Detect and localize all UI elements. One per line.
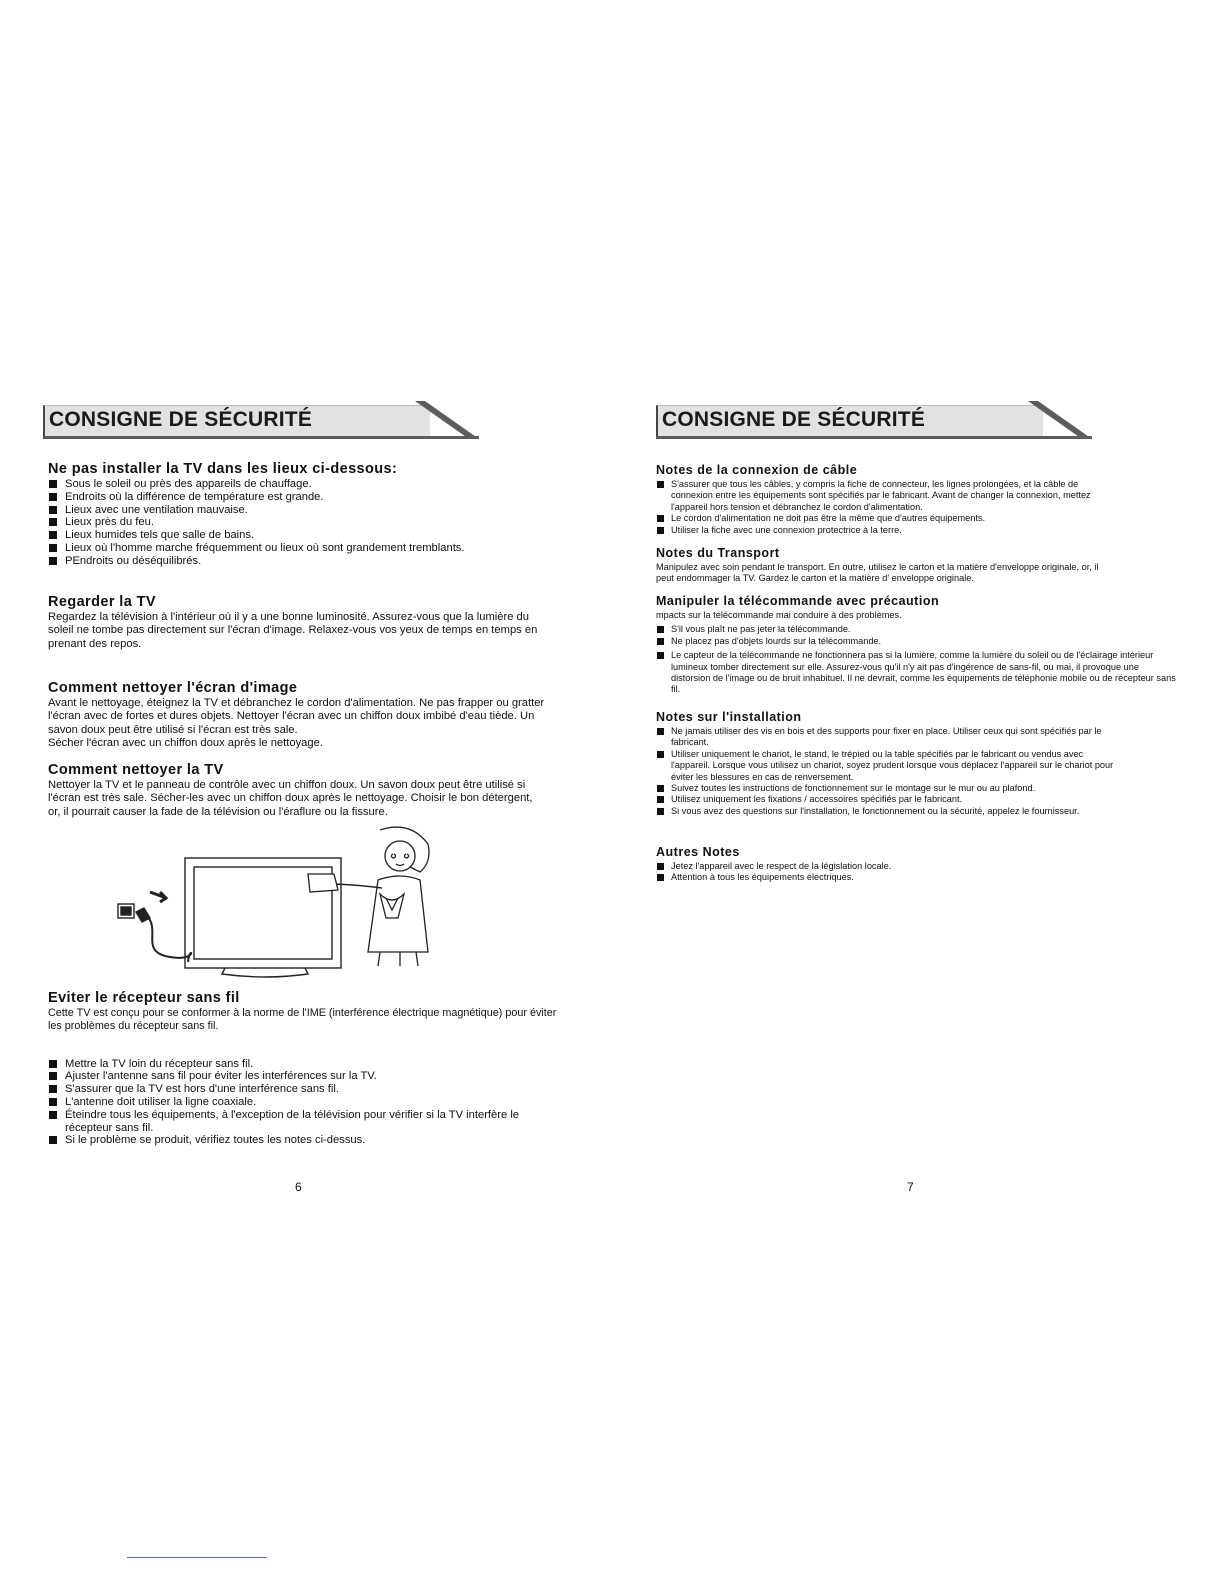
section-title: Eviter le récepteur sans fil (48, 990, 240, 1006)
header-diagonal-icon (1026, 401, 1096, 441)
section-title: Manipuler la télécommande avec précaution (656, 594, 940, 608)
list-item: Suivez toutes les instructions de fonctionnement sur le montage sur le mur ou au plafond. (656, 783, 1116, 794)
list-item: Lieux avec une ventilation mauvaise. (48, 504, 568, 517)
page-number: 6 (295, 1180, 302, 1194)
page-title: CONSIGNE DE SÉCURITÉ (662, 408, 926, 431)
section-title: Autres Notes (656, 845, 740, 859)
section-clean-tv (48, 762, 548, 819)
section-text: Manipulez avec soin pendant le transport. En outre, utilisez le carton et la matière d'enveloppe originale, or, il peut endommager la TV. Gardez le carton et la matière d' enveloppe originale. (656, 562, 1099, 584)
list-item: Si le problème se produit, vérifiez toutes les notes ci-dessus. (48, 1134, 558, 1147)
list-item: Jetez l'appareil avec le respect de la législation locale. (656, 861, 1116, 872)
section-title: Notes de la connexion de câble (656, 463, 858, 477)
list-item: Mettre la TV loin du récepteur sans fil. (48, 1058, 558, 1071)
list-item: Ajuster l'antenne sans fil pour éviter les interférences sur la TV. (48, 1070, 558, 1083)
section-title: Ne pas installer la TV dans les lieux ci-dessous: (48, 461, 398, 477)
list-item: Ne jamais utiliser des vis en bois et des supports pour fixer en place. Utiliser ceux qui sont spécifiés par le fabricant. (656, 726, 1116, 749)
list-item: S'il vous plaît ne pas jeter la télécommande. (656, 624, 1176, 635)
bullet-list (656, 479, 1116, 536)
list-item: Si vous avez des questions sur l'installation, le fonctionnement ou la sécurité, appelez le fournisseur. (656, 806, 1116, 817)
bullet-list (656, 861, 1116, 884)
bottom-rule (127, 1557, 267, 1558)
section-cable-notes (656, 463, 1116, 536)
list-item: Le cordon d'alimentation ne doit pas être la même que d'autres équipements. (656, 513, 1116, 524)
list-item: Éteindre tous les équipements, à l'exception de la télévision pour vérifier si la TV interfère le récepteur sans fil. (48, 1109, 558, 1135)
section-watch-tv (48, 594, 538, 651)
section-transport-notes (656, 546, 1116, 585)
list-item: Utilisez uniquement les fixations / accessoires spécifiés par le fabricant. (656, 794, 1116, 805)
right-header (656, 405, 1096, 441)
section-install-locations (48, 461, 568, 568)
list-item: PEndroits ou déséquilibrés. (48, 555, 568, 568)
bullet-list (48, 1058, 558, 1148)
list-item: L'antenne doit utiliser la ligne coaxiale. (48, 1096, 558, 1109)
section-title: Notes du Transport (656, 546, 780, 560)
list-item: S'assurer que la TV est hors d'une interférence sans fil. (48, 1083, 558, 1096)
section-title: Notes sur l'installation (656, 710, 802, 724)
section-title: Comment nettoyer la TV (48, 762, 224, 778)
list-item: S'assurer que tous les câbles, y compris la fiche de connecteur, les lignes prolongées, et la câble de connexion entre les équipements sont spécifiés par le fabricant. Avant de changer la connexion, mettez l'appareil hors tension et débranchez le cordon d'alimentation. (656, 479, 1116, 513)
power-plug-icon (118, 892, 191, 962)
section-text: Cette TV est conçu pour se conformer à la norme de l'IME (interférence électrique magnétique) pour éviter les problèmes du récepteur sans fil. (48, 1007, 557, 1032)
bullet-list (656, 726, 1116, 817)
bullet-list (48, 478, 568, 568)
list-item: Lieux près du feu. (48, 516, 568, 529)
list-item: Endroits où la différence de température est grande. (48, 491, 568, 504)
section-title: Comment nettoyer l'écran d'image (48, 680, 298, 696)
list-item: Le capteur de la télécommande ne fonctionnera pas si la lumière, comme la lumière du soleil ou de l'éclairage intérieur lumineux tomber directement sur elle. Assurez-vous qu'il n'y ait pas d'ingérence de sans-fil, ou mai, il provoque une distorsion de l'image ou de bruit inhabituel. Il ne devrait, comme les équipements de téléphonie mobile ou de récepteur sans fil. (656, 650, 1176, 696)
section-text: Avant le nettoyage, éteignez la TV et débranchez le cordon d'alimentation. Ne pas frapper ou gratter l'écran avec de fortes et dures objets. Nettoyer l'écran avec un chiffon doux imbibé d'eau tiède. Un savon doux peut être utilisé si l'écran est très sale. (48, 697, 545, 736)
page-title: CONSIGNE DE SÉCURITÉ (49, 408, 313, 431)
left-header (43, 405, 483, 441)
header-diagonal-icon (413, 401, 483, 441)
section-text: mpacts sur la télécommande mai conduire à des problèmes. (656, 610, 902, 620)
list-item: Lieux où l'homme marche fréquemment ou lieux où sont grandement tremblants. (48, 542, 568, 555)
section-other-notes (656, 845, 1116, 884)
cleaning-illustration (110, 822, 440, 982)
woman-cleaning-icon (308, 827, 429, 966)
section-installation-notes (656, 710, 1116, 817)
list-item: Ne placez pas d'objets lourds sur la télécommande. (656, 636, 1176, 647)
list-item: Sous le soleil ou près des appareils de chauffage. (48, 478, 568, 491)
bullet-list (656, 624, 1176, 695)
list-item: Utiliser uniquement le chariot, le stand, le trépied ou la table spécifiés par le fabricant ou vendus avec l'appareil. Lorsque vous utilisez un chariot, soyez prudent lorsque vous déplacez l'appareil sur le chariot pour éviter les blessures en cas de renversement. (656, 749, 1116, 783)
section-text: Sécher l'écran avec un chiffon doux après le nettoyage. (48, 736, 323, 749)
list-item: Lieux humides tels que salle de bains. (48, 529, 568, 542)
section-remote-care (656, 594, 1176, 696)
section-clean-screen (48, 680, 558, 750)
list-item: Utiliser la fiche avec une connexion protectrice à la terre. (656, 525, 1116, 536)
list-item: Attention à tous les équipements électriques. (656, 872, 1116, 883)
page-number: 7 (907, 1180, 914, 1194)
section-text: Regardez la télévision à l'intérieur où il y a une bonne luminosité. Assurez-vous que la lumière du soleil ne tombe pas directement sur l'écran d'image. Relaxez-vous vos yeux de temps en temps en prenant des repos. (48, 611, 538, 650)
section-wireless-receiver (48, 990, 558, 1147)
section-text: Nettoyer la TV et le panneau de contrôle avec un chiffon doux. Un savon doux peut être utilisé si l'écran est très sale. Sécher-les avec un chiffon doux après le nettoyage. Choisir le bon détergent, or, il pourrait causer la fade de la télévision ou l'éraflure ou la fissure. (48, 779, 533, 818)
section-title: Regarder la TV (48, 594, 156, 610)
